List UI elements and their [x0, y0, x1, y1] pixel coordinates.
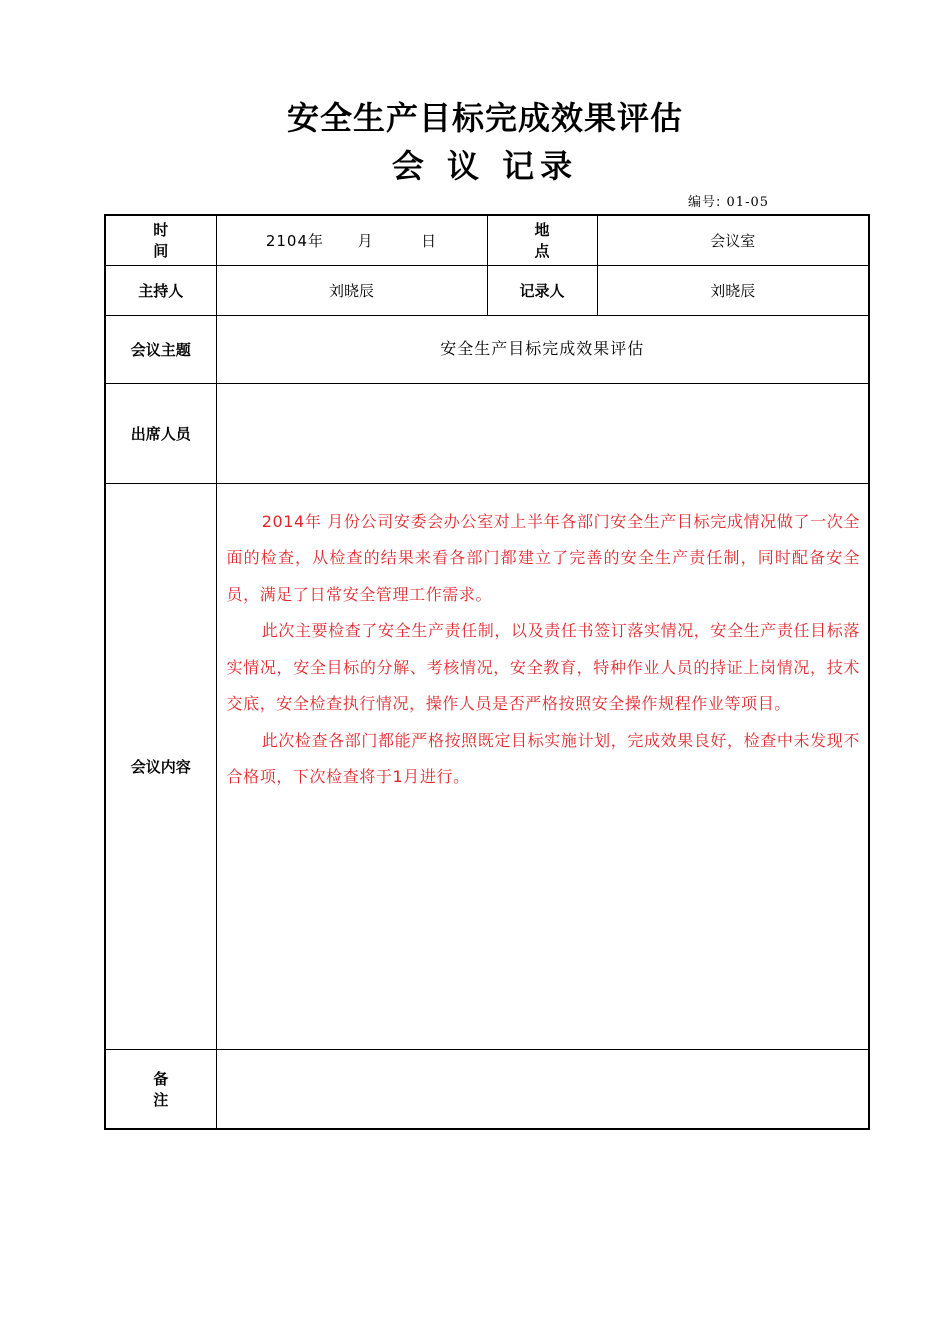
row-host-recorder: [105, 265, 869, 315]
attendees-value: [216, 383, 869, 483]
content-label: 会议内容: [105, 483, 216, 1049]
meeting-record-table: [104, 214, 870, 1130]
remarks-value: [216, 1049, 869, 1129]
recorder-label: 记录人: [487, 265, 597, 315]
time-value: [216, 215, 487, 265]
host-value: 刘晓辰: [216, 265, 487, 315]
content-paragraph: 此次检查各部门都能严格按照既定目标实施计划，完成效果良好，检查中未发现不合格项，下次检查将于1月进行。: [226, 730, 860, 786]
document-number-value: 01-05: [726, 195, 770, 210]
recorder-value: 刘晓辰: [597, 265, 869, 315]
time-day: 日: [421, 231, 438, 250]
row-topic: [105, 315, 869, 383]
document-number: [688, 194, 769, 212]
topic-value: 安全生产目标完成效果评估: [216, 315, 869, 383]
document-number-label: 编号:: [688, 195, 722, 210]
attendees-label: 出席人员: [105, 383, 216, 483]
time-label: 时 间: [105, 215, 216, 265]
time-month: 月: [357, 231, 374, 250]
row-attendees: [105, 383, 869, 483]
row-time-place: [105, 215, 869, 265]
topic-label: 会议主题: [105, 315, 216, 383]
remarks-label: 备 注: [105, 1049, 216, 1129]
document-title: 安全生产目标完成效果评估: [286, 99, 683, 137]
content-body: [216, 483, 869, 1049]
place-value: 会议室: [597, 215, 869, 265]
place-label: 地 点: [487, 215, 597, 265]
host-label: 主持人: [105, 265, 216, 315]
content-paragraph: 此次主要检查了安全生产责任制，以及责任书签订落实情况，安全生产责任目标落实情况，安全目标的分解、考核情况，安全教育，特种作业人员的持证上岗情况，技术交底，安全检查执行情况，操作人员是否严格按照安全操作规程作业等项目。: [226, 621, 860, 713]
row-content: [105, 483, 869, 1049]
content-paragraph: 2014年 月份公司安委会办公室对上半年各部门安全生产目标完成情况做了一次全面的检查，从检查的结果来看各部门都建立了完善的安全生产责任制，同时配备安全员，满足了日常安全管理工作需求。: [226, 511, 860, 604]
document-subtitle: 会 议 记录: [391, 147, 579, 185]
time-year: 2104年: [265, 231, 325, 250]
row-remarks: [105, 1049, 869, 1129]
